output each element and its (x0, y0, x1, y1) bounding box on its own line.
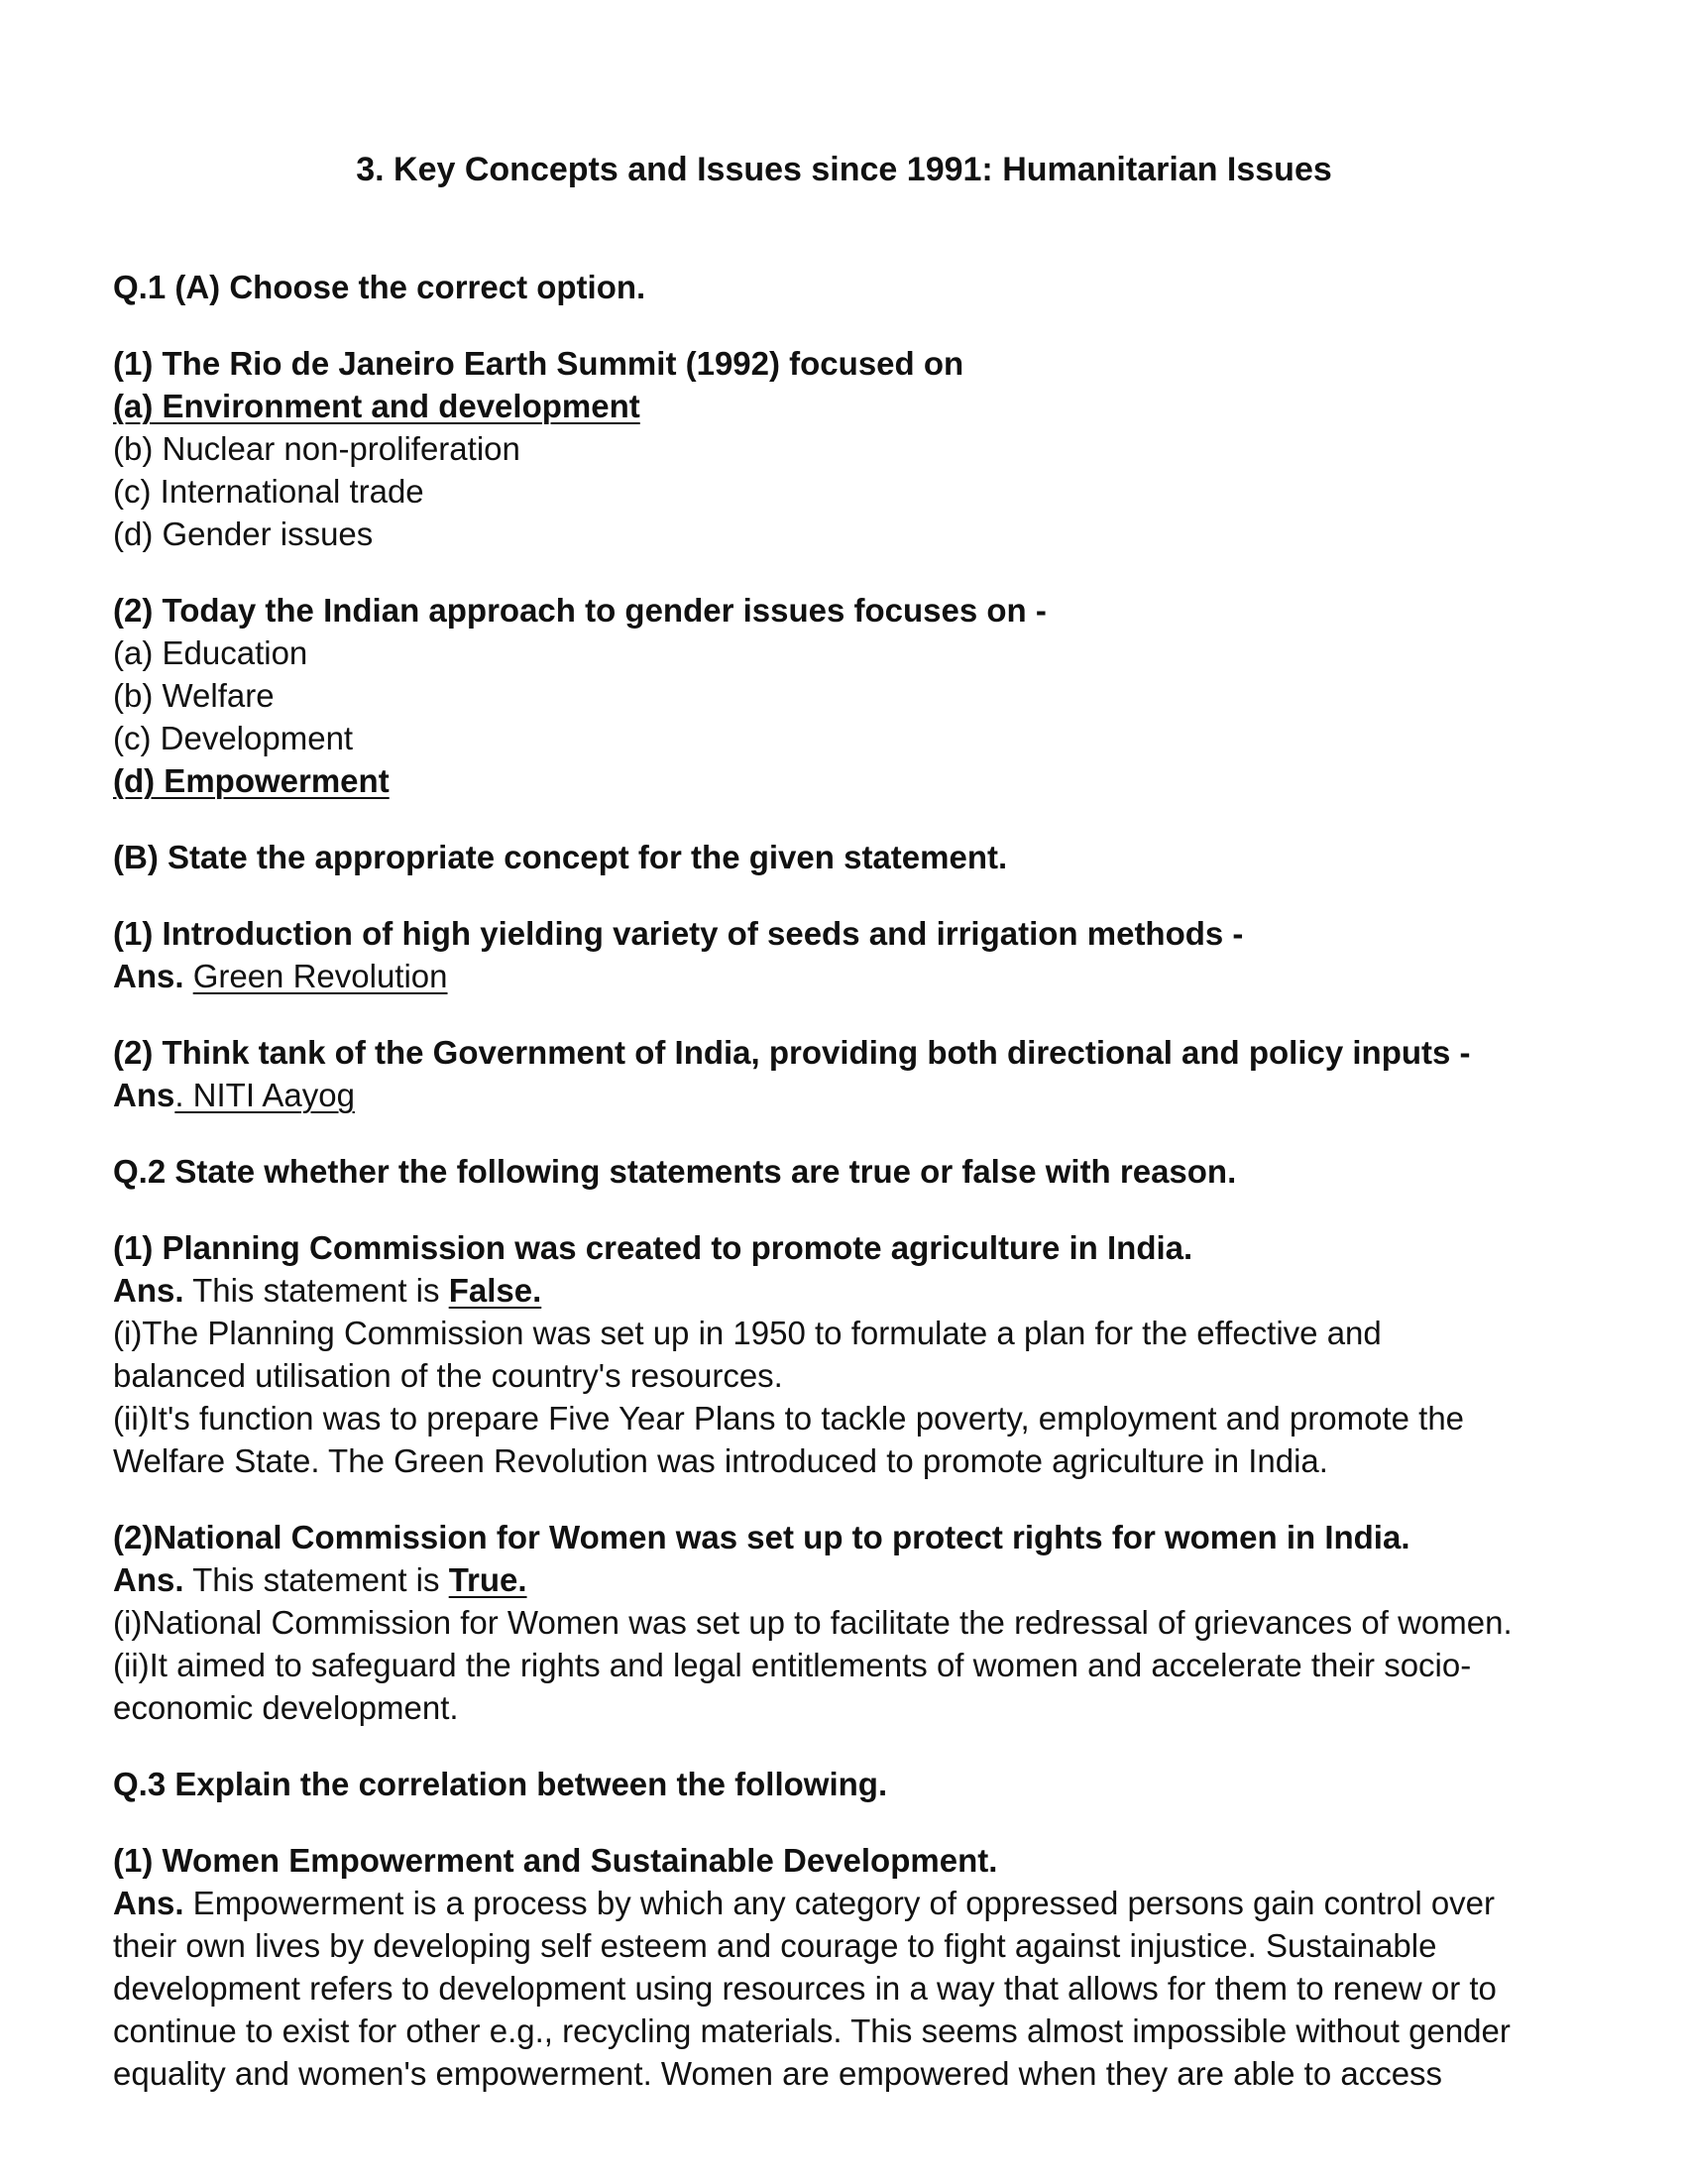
corr-1-answer-text: development refers to development using resources in a way that allows for them to renew or to (113, 1970, 1497, 2007)
mcq-1-option-b: (b) Nuclear non-proliferation (113, 430, 520, 467)
tf-1-reason-line: (ii)It's function was to prepare Five Year Plans to tackle poverty, employment and promote the (113, 1400, 1465, 1437)
tf-1-answer-line (113, 1269, 1580, 1312)
mcq-1-option-a: (a) Environment and development (113, 388, 640, 424)
tf-2-reason-line: (i)National Commission for Women was set up to facilitate the redressal of grievances of women. (113, 1604, 1513, 1641)
concept-1-question: (1) Introduction of high yielding variety of seeds and irrigation methods - (113, 915, 1244, 952)
mcq-2-question: (2) Today the Indian approach to gender issues focuses on - (113, 592, 1047, 629)
concept-2-answer: . NITI Aayog (174, 1077, 355, 1113)
ans-prefix: This statement is (183, 1561, 449, 1598)
ans-prefix: This statement is (183, 1272, 449, 1309)
mcq-1-option-d: (d) Gender issues (113, 516, 374, 552)
concept-2-answer-line (113, 1074, 1580, 1116)
tf-1-reason-line: balanced utilisation of the country's resources. (113, 1357, 783, 1394)
corr-1-first-line: Empowerment is a process by which any category of oppressed persons gain control over (183, 1885, 1496, 1921)
q2-heading: Q.2 State whether the following statements are true or false with reason. (113, 1153, 1237, 1190)
tf-1-reason-line: Welfare State. The Green Revolution was introduced to promote agriculture in India. (113, 1442, 1328, 1479)
tf-2-statement: (2)National Commission for Women was set up to protect rights for women in India. (113, 1519, 1410, 1555)
mcq-2-option-a: (a) Education (113, 634, 308, 671)
tf-2-answer-line (113, 1558, 1580, 1601)
page-title: 3. Key Concepts and Issues since 1991: Humanitarian Issues (356, 151, 1332, 188)
ans-label: Ans (113, 1077, 175, 1113)
tf-2-verdict: True. (448, 1561, 527, 1598)
mcq-1-option-c: (c) International trade (113, 473, 424, 510)
tf-1-reason-line: (i)The Planning Commission was set up in 1950 to formulate a plan for the effective and (113, 1315, 1382, 1351)
ans-label: Ans. (113, 958, 184, 994)
concept-1-answer: Green Revolution (192, 958, 448, 994)
q1-heading: Q.1 (A) Choose the correct option. (113, 269, 646, 305)
corr-1-answer-text: their own lives by developing self esteem and courage to fight against injustice. Sustainable (113, 1927, 1437, 1964)
corr-1-answer-text: continue to exist for other e.g., recycling materials. This seems almost impossible without gender (113, 2012, 1511, 2049)
corr-1-answer-text: equality and women's empowerment. Women are empowered when they are able to access (113, 2055, 1443, 2092)
mcq-2-option-c: (c) Development (113, 720, 354, 756)
document-body (113, 266, 1580, 2095)
corr-1-question: (1) Women Empowerment and Sustainable Development. (113, 1842, 998, 1879)
ans-label: Ans. (113, 1272, 184, 1309)
corr-1-answer-line (113, 1882, 1580, 1924)
tf-2-reason-line: (ii)It aimed to safeguard the rights and legal entitlements of women and accelerate their socio- (113, 1647, 1472, 1683)
concept-2-question: (2) Think tank of the Government of India, providing both directional and policy inputs - (113, 1034, 1471, 1071)
tf-1-statement: (1) Planning Commission was created to promote agriculture in India. (113, 1229, 1193, 1266)
tf-2-reason-line: economic development. (113, 1689, 459, 1726)
mcq-2-option-d: (d) Empowerment (113, 762, 390, 799)
ans-label: Ans. (113, 1885, 184, 1921)
concept-1-answer-line (113, 955, 1580, 997)
mcq-1-question: (1) The Rio de Janeiro Earth Summit (1992) focused on (113, 345, 964, 382)
q3-heading: Q.3 Explain the correlation between the following. (113, 1766, 888, 1802)
mcq-2-option-b: (b) Welfare (113, 677, 275, 714)
ans-label: Ans. (113, 1561, 184, 1598)
q1-b-heading: (B) State the appropriate concept for the given statement. (113, 839, 1008, 875)
tf-1-verdict: False. (448, 1272, 542, 1309)
